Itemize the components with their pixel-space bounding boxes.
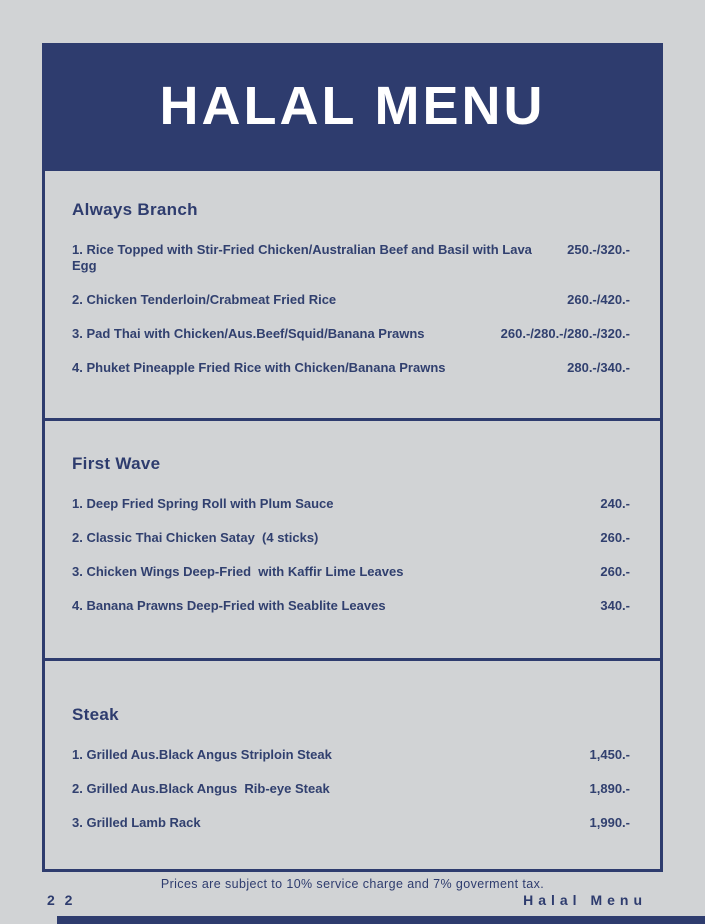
item-name: 1. Deep Fried Spring Roll with Plum Sauce: [72, 496, 334, 511]
item-name: 4. Banana Prawns Deep-Fried with Seablite Leaves: [72, 598, 386, 613]
menu-item: [72, 360, 630, 376]
menu-item: [72, 326, 630, 342]
menu-item: [72, 598, 630, 614]
section-heading: First Wave: [72, 454, 161, 473]
footer-note: Prices are subject to 10% service charge and 7% goverment tax.: [160, 877, 545, 891]
section-heading: Always Branch: [72, 200, 198, 219]
menu-sections-container: [42, 168, 663, 872]
item-name: 4. Phuket Pineapple Fried Rice with Chicken/Banana Prawns: [72, 360, 446, 375]
item-price: 280.-/340.-: [567, 360, 630, 375]
item-price: 240.-: [600, 496, 630, 511]
item-name: 1. Grilled Aus.Black Angus Striploin Steak: [72, 747, 332, 762]
menu-item: [72, 815, 630, 831]
bottom-bar: [57, 916, 705, 924]
menu-item: [72, 530, 630, 546]
item-price: 250.-/320.-: [567, 242, 630, 257]
menu-item: [72, 242, 630, 274]
footer-menu-label: Halal Menu: [523, 892, 647, 908]
item-price: 1,890.-: [589, 781, 630, 796]
footer-row: [47, 892, 647, 908]
menu-item: [72, 564, 630, 580]
item-name: 1. Rice Topped with Stir-Fried Chicken/Australian Beef and Basil with Lava Egg: [72, 242, 536, 273]
item-price: 260.-: [600, 564, 630, 579]
item-name: 2. Chicken Tenderloin/Crabmeat Fried Rice: [72, 292, 337, 307]
item-price: 340.-: [600, 598, 630, 613]
menu-header: [42, 43, 663, 168]
item-name: 2. Grilled Aus.Black Angus Rib-eye Steak: [72, 781, 330, 796]
section-heading: Steak: [72, 705, 119, 724]
menu-section: [45, 658, 660, 869]
item-price: 260.-/420.-: [567, 292, 630, 307]
item-price: 260.-: [600, 530, 630, 545]
page-number: 2 2: [47, 892, 76, 908]
item-name: 3. Chicken Wings Deep-Fried with Kaffir Lime Leaves: [72, 564, 404, 579]
item-price: 260.-/280.-/280.-/320.-: [500, 326, 630, 341]
item-name: 3. Pad Thai with Chicken/Aus.Beef/Squid/Banana Prawns: [72, 326, 425, 341]
menu-item: [72, 781, 630, 797]
item-price: 1,450.-: [589, 747, 630, 762]
page-title: HALAL MENU: [159, 75, 546, 136]
menu-section: [45, 171, 660, 418]
menu-item: [72, 496, 630, 512]
item-name: 2. Classic Thai Chicken Satay (4 sticks): [72, 530, 319, 545]
item-name: 3. Grilled Lamb Rack: [72, 815, 201, 830]
item-price: 1,990.-: [589, 815, 630, 830]
menu-item: [72, 747, 630, 763]
menu-section: [45, 418, 660, 658]
menu-item: [72, 292, 630, 308]
